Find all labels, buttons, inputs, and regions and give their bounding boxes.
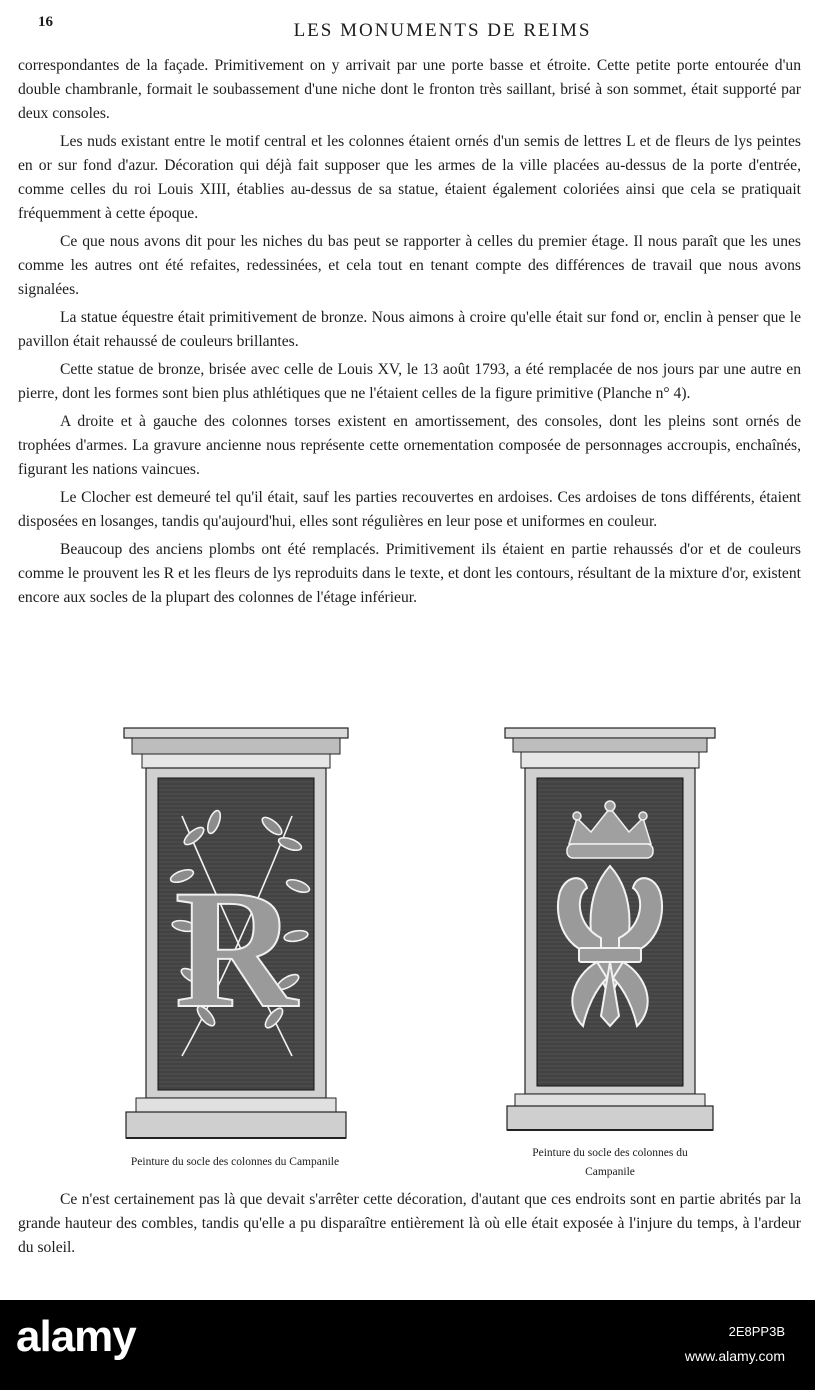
page-number: 16: [38, 14, 53, 30]
paragraph: Beaucoup des anciens plombs ont été remplacés. Primitivement ils étaient en partie rehaussés d'or et de couleurs comme le prouvent les R et les fleurs de lys reproduits dans le texte, et dont les contours, résultant de la mixture d'or, existent encore aux socles de la plupart des colonnes de l'étage inférieur.: [18, 541, 801, 606]
brand-logo: alamy: [16, 1312, 136, 1361]
paragraph: La statue équestre était primitivement de bronze. Nous aimons à croire qu'elle était sur fond or, enclin à penser que le pavillon était rehaussé de couleurs brillantes.: [18, 309, 801, 350]
caption-right: Peinture du socle des colonnes du Campanile: [532, 1147, 688, 1178]
pedestal-r-monogram-figure: [122, 726, 350, 1146]
paragraph: Ce que nous avons dit pour les niches du bas peut se rapporter à celles du premier étage. Il nous paraît que les unes comme les autres ont été refaites, redessinées, et cela tout en tenant compte des différences de travail que nous avons signalées.: [18, 233, 801, 298]
monogram-r: R: [174, 855, 298, 1043]
paragraph: correspondantes de la façade. Primitivement on y arrivait par une porte basse et étroite. Cette petite porte entourée d'un double chambranle, formait le soubassement d'une niche dont le fronton très saillant, brisé à son sommet, était supporté par deux consoles.: [18, 57, 801, 122]
site-url: www.alamy.com: [684, 1348, 785, 1364]
closing-text: [18, 1188, 801, 1264]
pedestal-fleur-de-lys-illustration: [503, 726, 717, 1138]
watermark-footer: [0, 1300, 815, 1390]
paragraph: A droite et à gauche des colonnes torses existent en amortissement, des consoles, dont les pleins sont ornés de trophées d'armes. La gravure ancienne nous représente cette ornementation composée de personnages accroupis, enchaînés, figurant les nations vaincues.: [18, 413, 801, 478]
paragraph: Cette statue de bronze, brisée avec celle de Louis XV, le 13 août 1793, a été remplacée de nos jours par une autre en pierre, dont les formes sont bien plus athlétiques que ne l'étaient celles de la figure primitive (Planche n° 4).: [18, 361, 801, 402]
paragraph: Ce n'est certainement pas là que devait s'arrêter cette décoration, d'autant que ces endroits sont en partie abrités par la grande hauteur des combles, tandis qu'elle a pu disparaître entièrement là où elle était exposée à l'injure du temps, à l'ardeur du soleil.: [18, 1191, 801, 1256]
paragraph: Le Clocher est demeuré tel qu'il était, sauf les parties recouvertes en ardoises. Ces ardoises de tons différents, étaient disposées en losanges, tandis qu'aujourd'hui, elles sont régulières en leur pose et uniformes en couleur.: [18, 489, 801, 530]
body-text: [18, 52, 801, 614]
running-title: LES MONUMENTS DE REIMS: [293, 20, 592, 41]
image-id: 2E8PP3B: [728, 1324, 785, 1339]
paragraph: Les nuds existant entre le motif central et les colonnes étaient ornés d'un semis de lettres L et de fleurs de lys peintes en or sur fond d'azur. Décoration qui déjà fait supposer que les armes de la ville placées au-dessus de la porte d'entrée, comme celles du roi Louis XIII, établies au-dessus de sa statue, étaient également coloriées ainsi que cela se pratiquait fréquemment à cette époque.: [18, 133, 801, 222]
pedestal-r-illustration: [122, 726, 350, 1146]
caption-left: Peinture du socle des colonnes du Campanile: [130, 1156, 340, 1168]
pedestal-fleur-de-lys-figure: [503, 726, 717, 1138]
